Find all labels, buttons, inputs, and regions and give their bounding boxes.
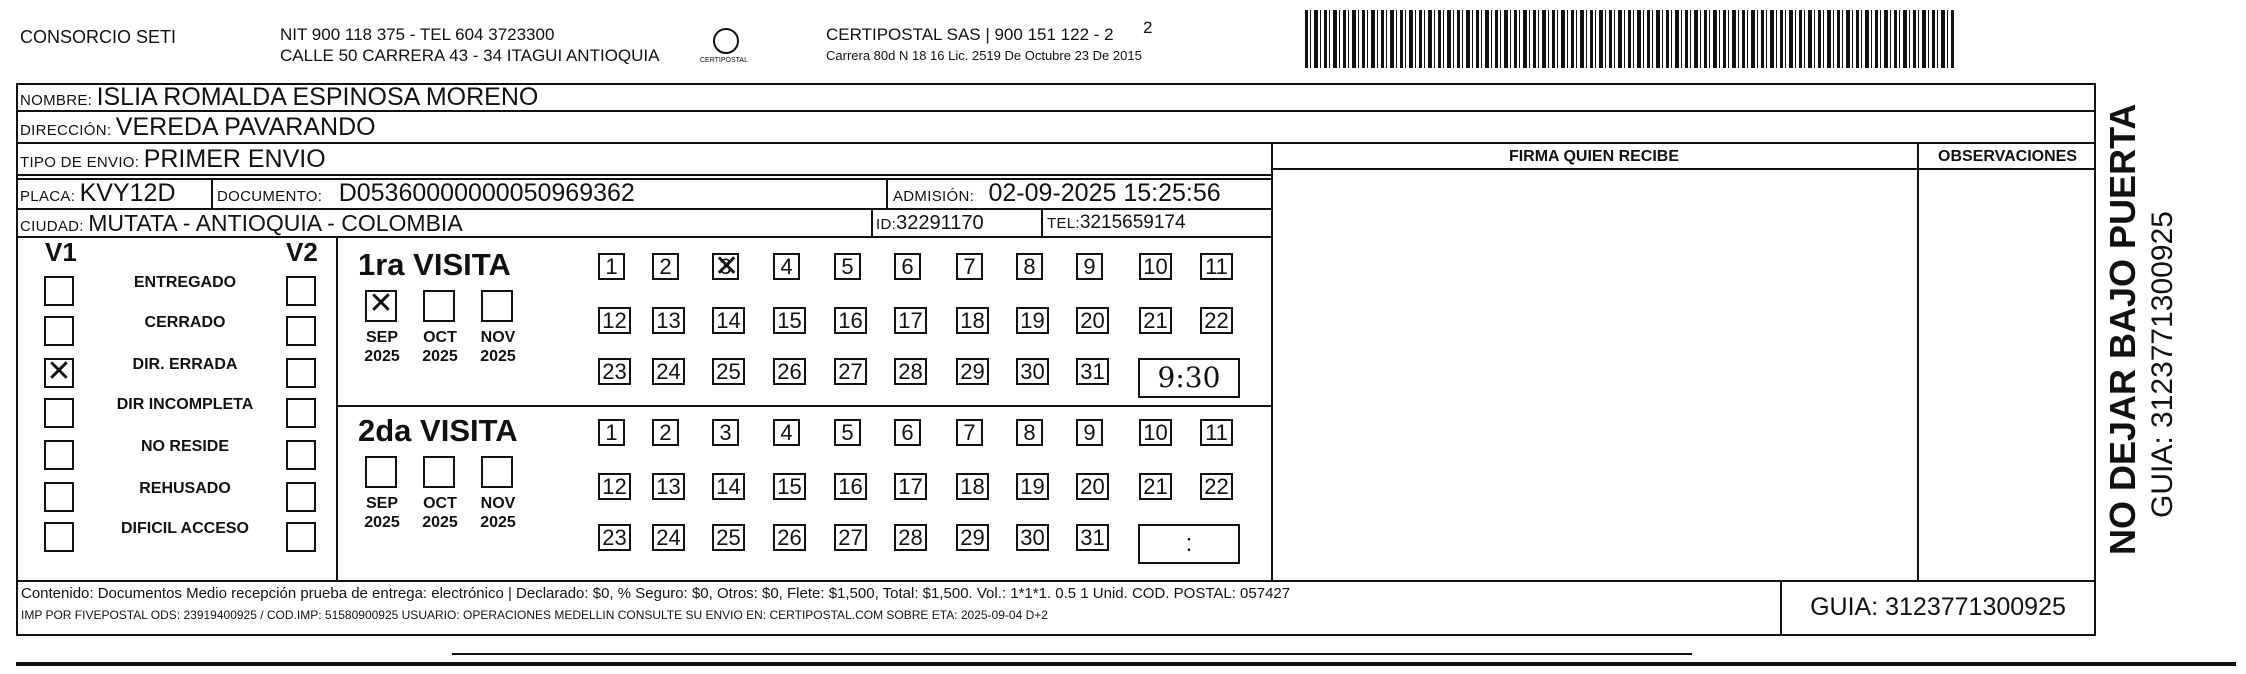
barcode bbox=[1305, 10, 1955, 68]
day-box[interactable]: 4 bbox=[773, 419, 800, 446]
v1-label: V1 bbox=[45, 237, 77, 267]
day-box[interactable]: 24 bbox=[652, 358, 685, 385]
v2-checkbox[interactable] bbox=[286, 358, 316, 388]
day-box[interactable]: 1 bbox=[598, 419, 625, 446]
top-number: 2 bbox=[1143, 18, 1153, 37]
documento-field bbox=[217, 179, 635, 211]
day-box[interactable]: 6 bbox=[894, 419, 921, 446]
day-box[interactable]: 18 bbox=[956, 307, 989, 334]
day-box[interactable]: 3 ✕ bbox=[712, 253, 739, 280]
side-warning: NO DEJAR BAJO PUERTA bbox=[2102, 103, 2143, 555]
day-box[interactable]: 9 bbox=[1076, 419, 1103, 446]
v1-checkbox[interactable] bbox=[44, 358, 74, 388]
documento-value: D05360000000050969362 bbox=[338, 179, 635, 207]
day-box[interactable]: 25 bbox=[712, 358, 745, 385]
day-box[interactable]: 27 bbox=[834, 358, 867, 385]
day-box[interactable]: 14 bbox=[712, 473, 745, 500]
year-label: 2025 bbox=[422, 514, 458, 531]
ciudad-label: CIUDAD: bbox=[20, 218, 84, 235]
tipo-envio-field bbox=[20, 145, 326, 177]
day-box[interactable]: 31 bbox=[1076, 524, 1109, 551]
day-box[interactable]: 17 bbox=[894, 307, 927, 334]
certipostal-line: CERTIPOSTAL SAS | 900 151 122 - 2 bbox=[826, 25, 1114, 44]
v2-label: V2 bbox=[286, 237, 318, 267]
month-label: SEP bbox=[365, 495, 398, 512]
v2-checkbox[interactable] bbox=[286, 398, 316, 428]
day-box[interactable]: 9 bbox=[1076, 253, 1103, 280]
id-label: ID: bbox=[876, 216, 897, 233]
reason-label: NO RESIDE bbox=[140, 438, 229, 455]
day-box[interactable]: 12 bbox=[598, 473, 631, 500]
month-checkbox[interactable] bbox=[423, 456, 455, 488]
nombre-label: NOMBRE: bbox=[20, 92, 93, 109]
footer-line1: Contenido: Documentos Medio recepción prueba de entrega: electrónico | Declarado: $0, % Seguro: $0, Otros: $0, Flete: $1,500, Total: $1,500. Vol.: 1*1*1. 0.5 1 Unid. COD. POSTAL: 057427 bbox=[21, 585, 1291, 602]
day-box[interactable]: 8 bbox=[1016, 253, 1043, 280]
day-box[interactable]: 20 bbox=[1076, 307, 1109, 334]
v2-checkbox[interactable] bbox=[286, 440, 316, 470]
certipostal-logo-text: CERTIPOSTAL bbox=[700, 57, 748, 64]
certipostal-logo-icon bbox=[713, 28, 739, 54]
day-box[interactable]: 24 bbox=[652, 524, 685, 551]
day-box[interactable]: 15 bbox=[773, 307, 806, 334]
observaciones-area[interactable] bbox=[1920, 172, 2094, 578]
day-box[interactable]: 20 bbox=[1076, 473, 1109, 500]
day-box[interactable]: 10 bbox=[1139, 253, 1172, 280]
year-label: 2025 bbox=[422, 348, 458, 365]
nombre-field bbox=[20, 83, 538, 115]
visit1-time: 9:30 bbox=[1157, 361, 1221, 394]
year-label: 2025 bbox=[364, 348, 400, 365]
tel-value: 3215659174 bbox=[1079, 212, 1186, 233]
observaciones-label: OBSERVACIONES bbox=[1938, 148, 2077, 165]
day-box[interactable]: 2 bbox=[652, 253, 679, 280]
reason-label: REHUSADO bbox=[139, 480, 231, 497]
direccion-value: VEREDA PAVARANDO bbox=[115, 113, 376, 141]
address-line: CALLE 50 CARRERA 43 - 34 ITAGUI ANTIOQUIA bbox=[280, 46, 660, 65]
firma-area[interactable] bbox=[1274, 172, 1915, 578]
placa-value: KVY12D bbox=[79, 179, 176, 207]
day-box[interactable]: 5 bbox=[834, 253, 861, 280]
reason-label: DIFICIL ACCESO bbox=[120, 520, 249, 537]
day-box[interactable]: 6 bbox=[894, 253, 921, 280]
v2-checkbox[interactable] bbox=[286, 482, 316, 512]
month-checkbox[interactable] bbox=[481, 456, 513, 488]
v2-checkbox[interactable] bbox=[286, 316, 316, 346]
nit-line: NIT 900 118 375 - TEL 604 3723300 bbox=[280, 25, 555, 44]
visit1-title: 1ra VISITA bbox=[358, 247, 511, 282]
tel-label: TEL: bbox=[1047, 215, 1080, 232]
reason-label: DIR INCOMPLETA bbox=[116, 396, 254, 413]
day-box[interactable]: 26 bbox=[773, 358, 806, 385]
day-box[interactable]: 21 bbox=[1139, 473, 1172, 500]
tel-field bbox=[1047, 209, 1186, 238]
visit2-time-box[interactable] bbox=[1138, 524, 1240, 564]
month-checkbox[interactable] bbox=[365, 290, 397, 322]
day-box[interactable]: 8 bbox=[1016, 419, 1043, 446]
day-box[interactable]: 3 bbox=[712, 419, 739, 446]
day-box[interactable]: 30 bbox=[1016, 358, 1049, 385]
day-box[interactable]: 16 bbox=[834, 473, 867, 500]
visit1-time-box[interactable] bbox=[1138, 358, 1240, 398]
day-box[interactable]: 7 bbox=[956, 419, 983, 446]
ciudad-value: MUTATA - ANTIOQUIA - COLOMBIA bbox=[88, 210, 463, 236]
visit2-time: : bbox=[1185, 530, 1193, 557]
day-box[interactable]: 11 bbox=[1200, 419, 1233, 446]
v1-checkbox[interactable] bbox=[44, 482, 74, 512]
tipo-envio-value: PRIMER ENVIO bbox=[143, 145, 326, 173]
day-box[interactable]: 23 bbox=[598, 524, 631, 551]
day-box[interactable]: 19 bbox=[1016, 307, 1049, 334]
direccion-label: DIRECCIÓN: bbox=[20, 122, 112, 139]
month-label: NOV bbox=[480, 495, 516, 512]
day-box[interactable]: 28 bbox=[894, 358, 927, 385]
day-box[interactable]: 13 bbox=[652, 473, 685, 500]
nombre-value: ISLIA ROMALDA ESPINOSA MORENO bbox=[96, 83, 539, 111]
id-field bbox=[876, 209, 984, 239]
direccion-field bbox=[20, 113, 376, 145]
license-line: Carrera 80d N 18 16 Lic. 2519 De Octubre 23 De 2015 bbox=[826, 48, 1142, 63]
day-box[interactable]: 26 bbox=[773, 524, 806, 551]
day-box[interactable]: 23 bbox=[598, 358, 631, 385]
day-box[interactable]: 13 bbox=[652, 307, 685, 334]
day-box[interactable]: 18 bbox=[956, 473, 989, 500]
day-box[interactable]: 21 bbox=[1139, 307, 1172, 334]
month-checkbox[interactable] bbox=[365, 456, 397, 488]
day-box[interactable]: 15 bbox=[773, 473, 806, 500]
day-box[interactable]: 29 bbox=[956, 524, 989, 551]
year-label: 2025 bbox=[480, 514, 516, 531]
day-box[interactable]: 4 bbox=[773, 253, 800, 280]
reason-label: DIR. ERRADA bbox=[132, 356, 238, 373]
company-name: CONSORCIO SETI bbox=[20, 27, 177, 47]
documento-label: DOCUMENTO: bbox=[217, 188, 323, 205]
v1-checkbox[interactable] bbox=[44, 316, 74, 346]
day-box[interactable]: 1 bbox=[598, 253, 625, 280]
admision-value: 02-09-2025 15:25:56 bbox=[988, 179, 1221, 207]
day-box[interactable]: 5 bbox=[834, 419, 861, 446]
reason-label: CERRADO bbox=[144, 314, 226, 331]
day-box[interactable]: 16 bbox=[834, 307, 867, 334]
month-label: SEP bbox=[365, 329, 398, 346]
day-box[interactable]: 19 bbox=[1016, 473, 1049, 500]
footer-guia: GUIA: 3123771300925 bbox=[1810, 593, 2066, 621]
admision-label: ADMISIÓN: bbox=[893, 188, 975, 205]
firma-label: FIRMA QUIEN RECIBE bbox=[1508, 148, 1680, 165]
v2-checkbox[interactable] bbox=[286, 522, 316, 552]
day-box[interactable]: 10 bbox=[1139, 419, 1172, 446]
day-box[interactable]: 29 bbox=[956, 358, 989, 385]
day-box[interactable]: 7 bbox=[956, 253, 983, 280]
day-box[interactable]: 22 bbox=[1200, 473, 1233, 500]
placa-label: PLACA: bbox=[20, 188, 76, 205]
day-box[interactable]: 14 bbox=[712, 307, 745, 334]
visit2-title: 2da VISITA bbox=[358, 413, 518, 448]
day-box[interactable]: 25 bbox=[712, 524, 745, 551]
v1-checkbox[interactable] bbox=[44, 522, 74, 552]
month-label: NOV bbox=[480, 329, 516, 346]
month-label: OCT bbox=[423, 495, 457, 512]
side-guia: GUIA: 3123771300925 bbox=[2146, 211, 2179, 518]
year-label: 2025 bbox=[480, 348, 516, 365]
day-box[interactable]: 11 bbox=[1200, 253, 1233, 280]
day-box[interactable]: 31 bbox=[1076, 358, 1109, 385]
day-box[interactable]: 28 bbox=[894, 524, 927, 551]
tipo-envio-label: TIPO DE ENVIO: bbox=[20, 154, 140, 171]
month-checkbox[interactable] bbox=[423, 290, 455, 322]
v1-checkbox[interactable] bbox=[44, 440, 74, 470]
year-label: 2025 bbox=[364, 514, 400, 531]
reason-label: ENTREGADO bbox=[133, 274, 237, 291]
day-box[interactable]: 22 bbox=[1200, 307, 1233, 334]
day-box[interactable]: 17 bbox=[894, 473, 927, 500]
v1-checkbox[interactable] bbox=[44, 398, 74, 428]
day-box[interactable]: 30 bbox=[1016, 524, 1049, 551]
day-box[interactable]: 2 bbox=[652, 419, 679, 446]
admision-field bbox=[893, 179, 1221, 211]
v1-checkbox[interactable] bbox=[44, 276, 74, 306]
month-checkbox[interactable] bbox=[481, 290, 513, 322]
v2-checkbox[interactable] bbox=[286, 276, 316, 306]
bottom-rule-short bbox=[452, 653, 1692, 655]
id-value: 32291170 bbox=[896, 212, 984, 234]
ciudad-field bbox=[20, 209, 463, 241]
day-box[interactable]: 12 bbox=[598, 307, 631, 334]
bottom-rule-thick bbox=[16, 662, 2236, 666]
month-label: OCT bbox=[423, 329, 457, 346]
footer-line2: IMP POR FIVEPOSTAL ODS: 23919400925 / COD.IMP: 51580900925 USUARIO: OPERACIONES MEDELLIN CONSULTE SU ENVIO EN: CERTIPOSTAL.COM SOBRE ETA: 2025-09-04 D+2 bbox=[21, 608, 1048, 622]
day-box[interactable]: 27 bbox=[834, 524, 867, 551]
placa-field bbox=[20, 179, 176, 211]
